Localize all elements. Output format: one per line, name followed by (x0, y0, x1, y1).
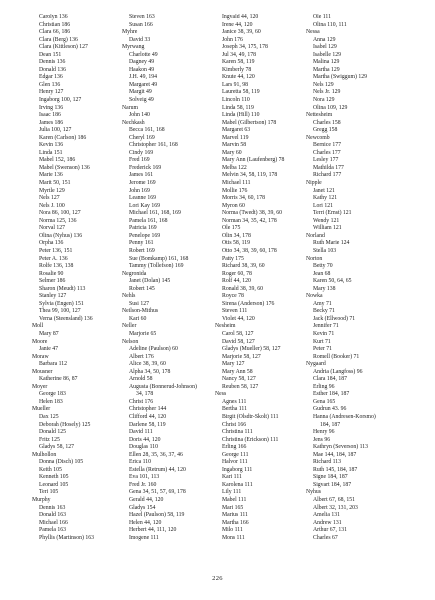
surname-heading: Moore (32, 338, 48, 345)
index-entry: Nora 129 (313, 97, 335, 104)
index-entry: Gladys 154 (129, 504, 156, 511)
index-entry: Rolf 44, 120 (222, 278, 251, 285)
index-entry: Karen (Carlson) 186 (39, 134, 87, 141)
index-entry: Gena 165 (313, 398, 336, 405)
index-entry: Alice 38, 39, 60 (129, 361, 166, 368)
index-entry: Halvor 111 (222, 459, 248, 466)
index-entry: Isabelle 129 (313, 51, 341, 58)
index-entry: Wendy 121 (313, 217, 340, 224)
surname-heading: Murphy (32, 497, 51, 503)
index-entry: Ingaborg 111 (222, 466, 253, 473)
index-entry: Irene 44, 120 (222, 21, 253, 28)
surname-heading: Nessa (306, 29, 320, 36)
index-entry: Susan 166 (129, 21, 153, 28)
index-entry: Nels 127 (39, 195, 60, 202)
index-entry: Becky 71 (313, 308, 335, 315)
index-entry: Isabel 129 (313, 44, 337, 51)
index-entry: David 33 (129, 36, 151, 43)
index-entry: William 121 (313, 225, 342, 232)
index-entry: Mary 127 (222, 361, 245, 368)
index-column-4 (306, 14, 401, 542)
index-entry: Michael 111 (222, 180, 251, 187)
index-entry: Leonard 105 (39, 481, 69, 488)
index-entry: Christopher 144 (129, 406, 167, 413)
surname-heading: Nesheim (215, 323, 236, 330)
index-entry: Melba 122 (222, 164, 247, 171)
index-entry: Karen 50, 64, 65 (313, 278, 352, 285)
index-entry: Margit 49 (129, 89, 152, 96)
index-entry: John 140 (129, 112, 150, 119)
index-entry: Clara 184, 187 (313, 376, 348, 383)
index-entry: Olina 110, 111 (313, 21, 347, 28)
index-entry: Dennis 163 (39, 504, 66, 511)
index-entry: James 161 (129, 172, 154, 179)
index-entry: Esther 184, 187 (313, 391, 350, 398)
index-entry: Charles 158 (313, 119, 341, 126)
index-entry: Joseph 34, 175, 178 (222, 44, 268, 51)
index-entry: Clifford 44, 120 (129, 413, 167, 420)
index-entry: Otto 34, 38, 39, 60, 178 (222, 247, 277, 254)
index-entry: Marit 50, 151 (39, 180, 71, 187)
index-entry: Fritz 125 (39, 436, 60, 443)
surname-heading: Newcomb (306, 134, 330, 141)
index-entry: Marius 111 (222, 512, 248, 519)
index-entry: Patty 175 (222, 255, 244, 262)
index-entry: James 186 (39, 119, 64, 126)
index-entry: Reuben 58, 127 (222, 383, 259, 390)
index-entry: Edgar 136 (39, 74, 63, 81)
index-entry: Darlene 58, 119 (129, 421, 166, 428)
surname-heading: Moraw (32, 353, 49, 360)
index-entry: Sue (Bomkamp) 161, 168 (129, 255, 189, 262)
index-entry: Christ 166 (222, 421, 247, 428)
index-entry: Romell (Booker) 71 (313, 353, 360, 360)
index-entry: Cindy 169 (129, 149, 154, 156)
index-entry: Linda 58, 119 (222, 104, 254, 111)
index-entry: Herbert 44, 111, 120 (129, 527, 177, 534)
index-entry: Mabel (Gilbertson) 178 (222, 119, 277, 126)
index-entry: Janet 121 (313, 187, 335, 194)
surname-heading: Neller (122, 323, 137, 330)
index-entry: Jack (Ellwood) 71 (313, 315, 356, 322)
surname-heading: Nyhus (306, 489, 322, 496)
index-entry: Ingaborg 100, 127 (39, 97, 82, 104)
index-entry: Dagney 49 (129, 59, 155, 66)
index-entry: Kimberly 78 (222, 66, 252, 73)
index-entry: Sharon (Meudt) 113 (39, 285, 86, 292)
index-entry: Martha 129 (313, 66, 340, 73)
index-entry: Charles 67 (313, 534, 338, 541)
index-entry: Amy 71 (313, 300, 332, 307)
surname-heading: Mulhollon (32, 451, 57, 458)
index-entry: Donald 125 (39, 429, 66, 436)
index-entry: Royce 78 (222, 293, 244, 300)
index-entry: Mons 111 (222, 534, 245, 541)
surname-heading: Moyer (32, 383, 48, 390)
index-entry: Milo 111 (222, 527, 243, 534)
index-entry: Ole 175 (222, 225, 241, 232)
surname-heading: Nehls (122, 293, 136, 300)
index-entry: Steven 163 (129, 14, 155, 20)
index-entry: Lesley 177 (313, 157, 339, 164)
index-entry: Frederick 169 (129, 164, 162, 171)
index-entry: Christopher 161, 168 (129, 142, 178, 149)
index-entry: Marjorie 58, 127 (222, 353, 261, 360)
index-entry: Jean 68 (313, 270, 331, 277)
index-entry: David 58, 127 (222, 338, 255, 345)
index-entry: Signe 184, 187 (313, 474, 348, 481)
index-entry: Hanna (Andresen-Korsmo) (313, 413, 376, 420)
index-entry: Norma (Twedt) 38, 39, 60 (222, 210, 282, 217)
index-entry: Donald 136 (39, 66, 66, 73)
index-entry: Nels 129 (313, 81, 334, 88)
index-entry: Rosalie 90 (39, 270, 64, 277)
index-entry: Teri 105 (39, 489, 59, 496)
index-entry: Sirena (Anderson) 176 (222, 300, 275, 307)
index-entry: Estella (Retrum) 44, 120 (129, 466, 186, 473)
index-entry: Christian 186 (39, 21, 71, 28)
index-entry: Olin 34, 178 (222, 232, 251, 239)
index-entry: Gladys 58, 127 (39, 444, 74, 451)
index-entry: Augusta (Bonnerud-Johnson) (129, 383, 197, 390)
surname-heading: Negronida (122, 270, 147, 277)
index-entry: Mathilda 177 (313, 164, 344, 171)
index-entry: Imogene 111 (129, 534, 159, 541)
index-entry: Ellen 28, 35, 36, 37, 46 (129, 451, 183, 458)
index-entry: Stanley 127 (39, 293, 67, 300)
index-entry: Glen 136 (39, 81, 61, 88)
index-entry: Norman 34, 35, 42, 178 (222, 217, 277, 224)
index-entry: Albert 32, 131, 203 (313, 504, 358, 511)
index-entry: Norval 127 (39, 225, 66, 232)
index-entry: Arnold 58 (129, 376, 153, 383)
index-entry: Dean 151 (39, 51, 62, 58)
index-entry: Katherine 86, 87 (39, 376, 78, 383)
index-entry: Peter 136, 151 (39, 247, 73, 254)
index-entry: Selmer 186 (39, 278, 66, 285)
index-entry: Richard 38, 39, 60 (222, 263, 265, 270)
index-entry: Janie 47 (39, 346, 59, 353)
index-entry: Myrtle 129 (39, 187, 65, 194)
index-entry: Erica 110 (129, 459, 151, 466)
index-entry: Mari 165 (222, 504, 244, 511)
index-entry: Clara 66, 186 (39, 29, 71, 36)
index-entry: Jerome 169 (129, 180, 156, 187)
index-entry: Terri (Ernst) 121 (313, 210, 352, 217)
surname-heading: Nechkash (122, 119, 145, 126)
index-entry: Eva 101, 113 (129, 474, 160, 481)
index-entry: Deborah (Hosely) 125 (39, 421, 91, 428)
index-entry: Irving 136 (39, 104, 64, 111)
index-entry: Julia 100, 127 (39, 127, 72, 134)
index-entry: Margaret 49 (129, 81, 158, 88)
index-entry: Jens 96 (313, 436, 331, 443)
index-entry: Christina (Erickson) 111 (222, 436, 279, 443)
index-entry: Betty 70 (313, 263, 333, 270)
index-entry: Albert 67, 68, 151 (313, 497, 356, 503)
page-number: 226 (212, 575, 223, 582)
index-entry: Kari 111 (222, 474, 242, 481)
index-entry: Charlotte 49 (129, 51, 158, 58)
index-entry: Carolyn 136 (39, 14, 68, 20)
index-entry: Bernice 177 (313, 142, 341, 149)
surname-heading: Nettesheim (306, 112, 333, 119)
index-entry: Arthur 67, 131 (313, 527, 348, 534)
index-entry: Doris 44, 120 (129, 436, 161, 443)
index-entry: Birgit (Olsdtr-Skolt) 111 (222, 413, 279, 420)
index-entry: Violet 44, 120 (222, 315, 255, 322)
index-entry: Mary 138 (313, 285, 336, 292)
index-entry: Mary 60 (222, 149, 242, 156)
index-entry: Olina 109, 129 (313, 104, 348, 111)
index-entry: Olina (Nyhus) 136 (39, 232, 83, 239)
index-entry: Bertha 111 (222, 406, 247, 413)
index-entry: Gena 34, 51, 57, 69, 178 (129, 489, 186, 496)
index-entry: Robert 145 (129, 285, 155, 292)
index-entry: Kari 60 (129, 315, 147, 322)
index-entry: Morris 34, 60, 178 (222, 195, 265, 202)
index-entry: Robert 169 (129, 247, 155, 254)
index-entry: Otis 58, 119 (222, 240, 251, 247)
index-entry: Ruth Marie 124 (313, 240, 350, 247)
index-entry: Haakon 49 (129, 66, 155, 73)
index-entry: Roger 60, 78 (222, 270, 252, 277)
index-entry: Lars 91, 98 (222, 81, 249, 88)
index-entry: Lauretta 58, 119 (222, 89, 260, 96)
index-entry: Linda (Hill) 110 (222, 112, 260, 119)
index-entry: Tammy (Tollefson) 169 (129, 263, 184, 270)
index-entry: Erling 96 (313, 383, 335, 390)
index-entry: Adeline (Paulson) 60 (129, 346, 178, 353)
surname-heading: Ness (215, 391, 227, 398)
index-entry: Christ 176 (129, 398, 154, 405)
index-entry: Marjorie 65 (129, 330, 157, 337)
index-entry: Agnes 111 (222, 398, 247, 405)
index-entry: Martha (Swiggum) 129 (313, 74, 367, 81)
index-entry: Carol 58, 127 (222, 330, 254, 337)
index-column-3 (215, 14, 310, 542)
index-entry: Lori Kay 169 (129, 202, 160, 209)
index-entry: Susi 127 (129, 300, 149, 307)
index-entry: Pamela 161, 168 (129, 217, 168, 224)
index-entry: Ruth 145, 184, 187 (313, 466, 358, 473)
index-entry: Andria (Langfoss) 96 (313, 368, 363, 375)
index-entry: Malina 129 (313, 59, 340, 66)
index-entry: Margaret 63 (222, 127, 251, 134)
surname-heading: Neilson-Mithus (122, 308, 159, 315)
index-entry: Peter A. 136 (39, 255, 68, 262)
index-entry: Rolfe 136, 138 (39, 263, 74, 270)
index-entry: J.H. 49, 194 (129, 74, 157, 81)
index-entry: Dennis 136 (39, 59, 66, 66)
index-entry: Sigvart 184, 187 (313, 481, 352, 488)
index-entry: Mabel (Swenson) 136 (39, 164, 90, 171)
index-column-1 (32, 14, 127, 542)
index-entry: Kathryn (Severson) 113 (313, 444, 369, 451)
index-entry: Sylvia (Engen) 151 (39, 300, 84, 307)
index-entry: Nels Jr. 129 (313, 89, 341, 96)
index-entry: Orpha 136 (39, 240, 64, 247)
index-entry: Albert 176 (129, 353, 154, 360)
index-entry: George 183 (39, 391, 66, 398)
index-entry: Kurt 71 (313, 338, 331, 345)
index-entry: Cheryl 169 (129, 134, 155, 141)
index-entry: Anna 129 (313, 36, 336, 43)
index-entry: Solveig 49 (129, 97, 154, 104)
index-entry: Penelope 169 (129, 232, 161, 239)
surname-heading: Nipple (306, 180, 322, 187)
entry-continuation: 34, 178 (136, 391, 154, 398)
index-entry: Mary Ann (Laufenberg) 78 (222, 157, 285, 164)
surname-heading: Moll (32, 323, 44, 330)
index-entry: Lincoln 110 (222, 97, 250, 104)
index-entry: Dax 125 (39, 413, 59, 420)
index-entry: Nels J. 100 (39, 202, 65, 209)
index-entry: Richard 177 (313, 172, 342, 179)
index-entry: Kevin 136 (39, 142, 64, 149)
index-entry: Marvel 119 (222, 134, 249, 141)
index-entry: Mary 87 (39, 330, 59, 337)
index-entry: Karen 58, 119 (222, 59, 255, 66)
index-entry: Martha 166 (222, 519, 249, 526)
index-entry: Helen 183 (39, 398, 63, 405)
index-entry: Donna (Disch) 105 (39, 459, 84, 466)
index-entry: John 176 (222, 36, 243, 43)
index-entry: Mabel 111 (222, 497, 247, 503)
surname-heading: Mousner (32, 368, 53, 375)
surname-heading: Myhre (122, 29, 138, 36)
index-entry: Michael 166 (39, 519, 68, 526)
index-entry: Nora 86, 100, 127 (39, 210, 81, 217)
surname-heading: Nelson (122, 338, 139, 345)
index-entry: Gerald 44, 120 (129, 497, 164, 503)
index-entry: Ole 111 (313, 14, 331, 20)
index-entry: Christina 111 (222, 429, 253, 436)
index-entry: Barbara 112 (39, 361, 68, 368)
index-entry: Melvin 34, 58, 119, 178 (222, 172, 278, 179)
index-entry: Lily 111 (222, 489, 242, 496)
surname-heading: Nowka (306, 293, 323, 300)
index-column-2 (122, 14, 217, 542)
surname-heading: Mueller (32, 406, 51, 413)
index-entry: Marvin 58 (222, 142, 247, 149)
index-entry: Mollie 176 (222, 187, 248, 194)
index-entry: Kevin 71 (313, 330, 335, 337)
index-entry: Mae 144, 184, 187 (313, 451, 357, 458)
index-entry: Amelia 131 (313, 512, 340, 519)
index-entry: Gregg 158 (313, 127, 338, 134)
index-entry: Nancy 58, 127 (222, 376, 256, 383)
index-entry: Keith 105 (39, 466, 62, 473)
index-entry: Janet (Dolan) 145 (129, 278, 171, 285)
index-entry: Fred Jr. 160 (129, 481, 157, 488)
index-entry: Hazel (Paulson) 58, 119 (129, 512, 185, 519)
index-entry: Norma 125, 136 (39, 217, 77, 224)
surname-heading: Norton (306, 255, 323, 262)
index-entry: Gladys (Mueller) 58, 127 (222, 346, 281, 353)
index-entry: Clara (Berg) 136 (39, 36, 78, 43)
index-entry: Pamela 163 (39, 527, 66, 534)
index-entry: Michael 161, 168, 169 (129, 210, 181, 217)
index-entry: Richard 113 (313, 459, 342, 466)
index-entry: Mary Ann 58 (222, 368, 253, 375)
index-entry: Henry 127 (39, 89, 64, 96)
index-entry: George 111 (222, 451, 249, 458)
index-entry: Jennifer 71 (313, 323, 339, 330)
index-entry: Steven 111 (222, 308, 248, 315)
index-entry: Thea 99, 100, 127 (39, 308, 81, 315)
surname-heading: Norland (306, 232, 325, 239)
index-entry: Patricia 169 (129, 225, 157, 232)
index-entry: Clara (Kittleson) 127 (39, 44, 88, 51)
index-entry: Alpha 34, 50, 178 (129, 368, 171, 375)
index-entry: Charles 177 (313, 149, 341, 156)
entry-continuation: 184, 187 (320, 421, 341, 428)
index-entry: Helen 44, 120 (129, 519, 162, 526)
index-entry: Lori 121 (313, 202, 333, 209)
index-entry: Karolena 111 (222, 481, 253, 488)
index-entry: Myron 60 (222, 202, 245, 209)
index-entry: Douglas 110 (129, 444, 159, 451)
index-entry: Erling 166 (222, 444, 247, 451)
index-entry: Donald 163 (39, 512, 66, 519)
index-entry: Phyllis (Martinson) 163 (39, 534, 94, 541)
index-entry: Janice 38, 39, 60 (222, 29, 261, 36)
index-entry: Gudrun 43. 96 (313, 406, 347, 413)
index-entry: Marie 136 (39, 172, 63, 179)
index-entry: Andrew 131 (313, 519, 342, 526)
surname-heading: Narum (122, 104, 138, 111)
index-entry: Ingvald 44, 120 (222, 14, 259, 20)
index-entry: Peter 71 (313, 346, 333, 353)
index-entry: Kathy 121 (313, 195, 338, 202)
index-entry: Kenneth 105 (39, 474, 69, 481)
index-entry: Knute 44, 120 (222, 74, 255, 81)
index-entry: Verna (Steensland) 136 (39, 315, 93, 322)
index-entry: Henry 96 (313, 429, 335, 436)
index-entry: John 169 (129, 187, 150, 194)
index-entry: David 111 (129, 429, 153, 436)
index-entry: Mabel 152, 186 (39, 157, 76, 164)
index-entry: Fred 169 (129, 157, 150, 164)
index-entry: Becca 161, 168 (129, 127, 165, 134)
index-entry: Ronald 38, 39, 60 (222, 285, 264, 292)
index-entry: Stella 103 (313, 247, 337, 254)
surname-heading: Myrwang (122, 44, 145, 51)
index-entry: Jul 34, 49, 178 (222, 51, 257, 58)
surname-heading: Nygaard (306, 361, 326, 368)
index-entry: Isaac 186 (39, 112, 61, 119)
index-entry: Leanne 169 (129, 195, 156, 202)
index-entry: Penny 161 (129, 240, 154, 247)
index-entry: Linda 151 (39, 149, 63, 156)
